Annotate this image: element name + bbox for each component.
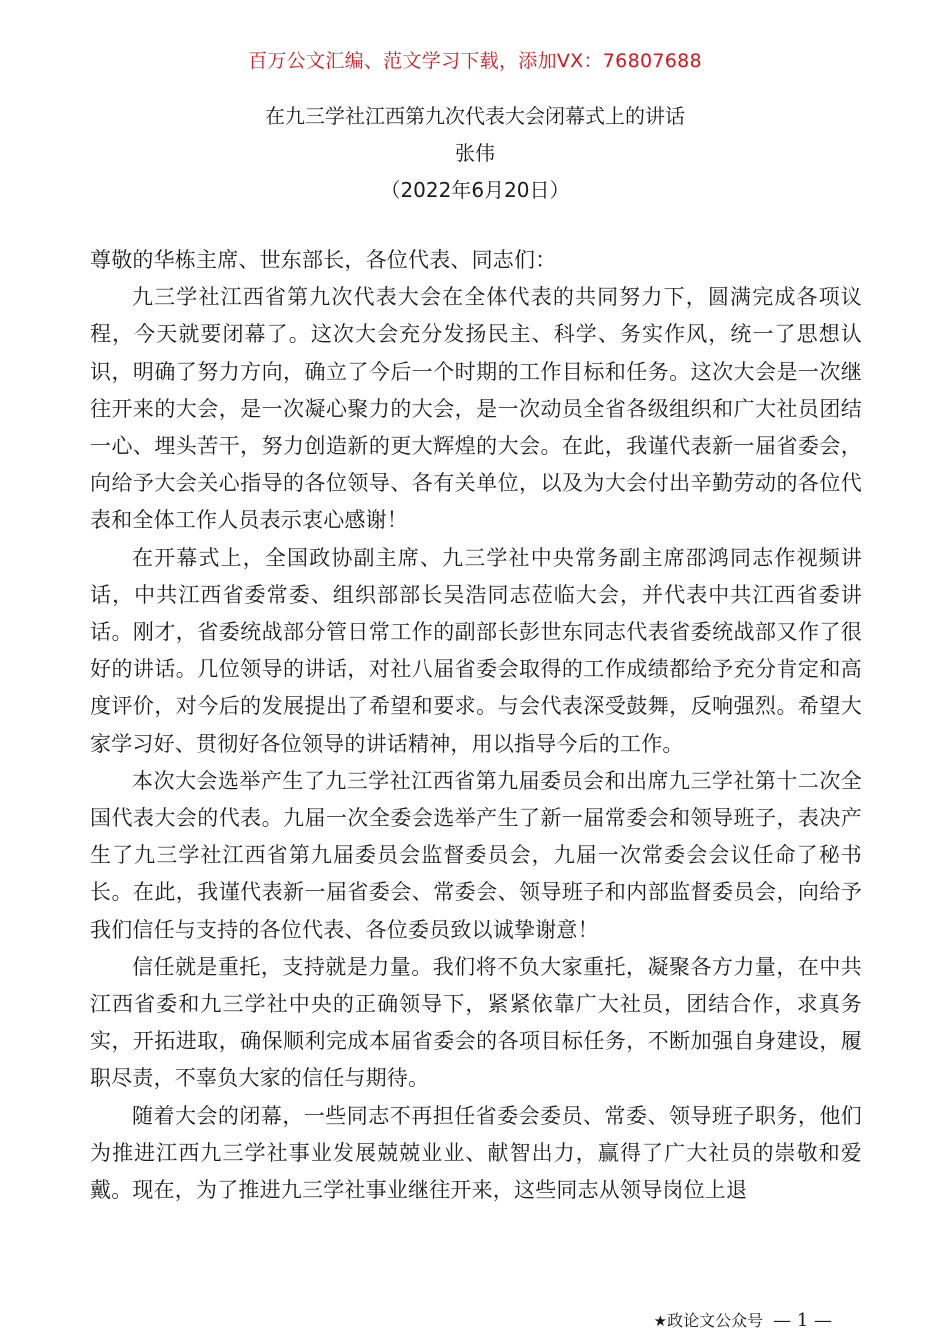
page-footer [654,1308,832,1331]
paragraph: 信任就是重托，支持就是力量。我们将不负大家重托，凝聚各方力量，在中共江西省委和九三学社中央的正确领导下，紧紧依靠广大社员，团结合作，求真务实，开拓进取，确保顺利完成本届省委会的各项目标任务，不断加强自身建设，履职尽责，不辜负大家的信任与期待。 [90,954,862,1091]
footer-source: 政论文公众号 [667,1311,764,1330]
promo-banner: 百万公文汇编、范文学习下载，添加VX：76807688 [248,50,702,72]
paragraph: 在开幕式上，全国政协副主席、九三学社中央常务副主席邵鸿同志作视频讲话，中共江西省委常委、组织部部长吴浩同志莅临大会，并代表中共江西省委讲话。刚才，省委统战部分管日常工作的副部长彭世东同志代表省委统战部又作了很好的讲话。几位领导的讲话，对社八届省委会取得的工作成绩都给予充分肯定和高度评价，对今后的发展提出了希望和要求。与会代表深受鼓舞，反响强烈。希望大家学习好、贯彻好各位领导的讲话精神，用以指导今后的工作。 [90,545,862,756]
speech-body [90,242,862,1209]
star-icon: ★ [653,1312,668,1330]
title-block [0,98,950,209]
page-number: — 1 — [773,1310,832,1331]
speech-title: 在九三学社江西第九次代表大会闭幕式上的讲话 [265,104,685,128]
paragraph: 随着大会的闭幕，一些同志不再担任省委会委员、常委、领导班子职务，他们为推进江西九三学社事业发展兢兢业业、献智出力，赢得了广大社员的崇敬和爱戴。现在，为了推进九三学社事业继往开来，这些同志从领导岗位上退 [90,1103,862,1203]
speech-date: （2022年6月20日） [380,178,570,202]
paragraph: 九三学社江西省第九次代表大会在全体代表的共同努力下，圆满完成各项议程，今天就要闭幕了。这次大会充分发扬民主、科学、务实作风，统一了思想认识，明确了努力方向，确立了今后一个时期的工作目标和任务。这次大会是一次继往开来的大会，是一次凝心聚力的大会，是一次动员全省各级组织和广大社员团结一心、埋头苦干，努力创造新的更大辉煌的大会。在此，我谨代表新一届省委会，向给予大会关心指导的各位领导、各有关单位，以及为大会付出辛勤劳动的各位代表和全体工作人员表示衷心感谢！ [90,285,862,533]
paragraph: 本次大会选举产生了九三学社江西省第九届委员会和出席九三学社第十二次全国代表大会的代表。九届一次全委会选举产生了新一届常委会和领导班子，表决产生了九三学社江西省第九届委员会监督委员会，九届一次常委会会议任命了秘书长。在此，我谨代表新一届省委会、常委会、领导班子和内部监督委员会，向给予我们信任与支持的各位代表、各位委员致以诚挚谢意！ [90,768,862,942]
salutation: 尊敬的华栋主席、世东部长，各位代表、同志们： [90,248,557,272]
author-name: 张伟 [455,141,495,165]
